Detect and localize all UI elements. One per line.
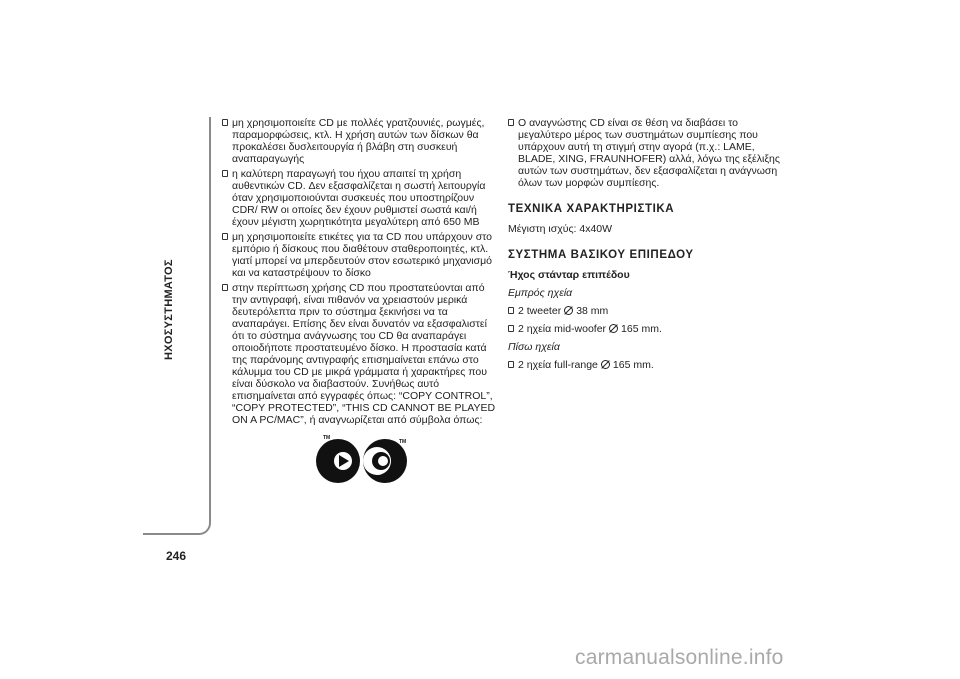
copy-protection-logo-left-icon: [316, 439, 360, 483]
bullet-item: [508, 117, 788, 189]
trademark-right: TM: [399, 439, 407, 445]
checkbox-bullet-icon: [222, 233, 228, 240]
checkbox-bullet-icon: [222, 119, 228, 126]
bullet-text: μη χρησιμοποιείτε ετικέτες για τα CD που υπάρχουν στο εμπόριο ή δίσκους που διαθέτουν σταθεροποιητές, κτλ. γιατί μπορεί να μπερδευτούν στον εσωτερικό μηχανισμό και να καταστρέψουν το δίσκο: [232, 231, 493, 279]
max-power-text: Μέγιστη ισχύς: 4x40W: [508, 223, 613, 235]
checkbox-bullet-icon: [508, 119, 514, 126]
diameter-icon: [609, 324, 618, 333]
left-column: [222, 117, 497, 429]
spec-label: 2 tweeter: [518, 305, 562, 317]
spec-row-midwoofer: [508, 323, 788, 335]
section-heading-system: ΣΥΣΤΗΜΑ ΒΑΣΙΚΟΥ ΕΠΙΠΕΔΟΥ: [508, 249, 694, 261]
checkbox-bullet-icon: [508, 307, 514, 314]
spec-row-tweeter: [508, 305, 788, 317]
spec-value: 165 mm.: [612, 359, 654, 371]
side-chapter-title: ΗΧΟΣΥΣΤΗΜΑΤΟΣ: [163, 259, 175, 361]
front-speakers-label: Εμπρός ηχεία: [508, 287, 573, 299]
bullet-item: [222, 117, 497, 165]
checkbox-bullet-icon: [222, 170, 228, 177]
sound-subheading: Ήχος στάνταρ επιπέδου: [508, 269, 630, 281]
spec-label: 2 ηχεία full-range: [518, 359, 598, 371]
section-heading-specs: ΤΕΧΝΙΚΑ ΧΑΡΑΚΤΗΡΙΣΤΙΚΑ: [508, 203, 675, 215]
spec-label: 2 ηχεία mid-woofer: [518, 323, 607, 335]
checkbox-bullet-icon: [508, 361, 514, 368]
bullet-text: η καλύτερη παραγωγή του ήχου απαιτεί τη χρήση αυθεντικών CD. Δεν εξασφαλίζεται η σωστή λειτουργία όταν χρησιμοποιούνται συσκευές που υποστηρίζουν CDR/ RW οι οποίες δεν έχουν ρυθμιστεί σωστά και/ή έχουν μέγιστη χωρητικότητα μεγαλύτερη από 650 MB: [232, 168, 486, 228]
bullet-item: [222, 282, 497, 426]
trademark-left: TM: [323, 435, 331, 441]
bullet-text: μη χρησιμοποιείτε CD με πολλές γρατζουνιές, ρωγμές, παραμορφώσεις, κτλ. Η χρήση αυτών των δίσκων θα προκαλέσει δυσλειτουργία ή βλάβη στη συσκευή αναπαραγωγής: [232, 117, 485, 165]
diameter-icon: [601, 360, 610, 369]
diameter-icon: [564, 306, 573, 315]
watermark-link[interactable]: carmanualsonline.info: [575, 646, 784, 669]
spec-value: 38 mm: [576, 305, 609, 317]
checkbox-bullet-icon: [222, 284, 228, 291]
bullet-text: Ο αναγνώστης CD είναι σε θέση να διαβάσει το μεγαλύτερο μέρος των συστημάτων συμπίεσης που υπάρχουν αυτή τη στιγμή στην αγορά (π.χ.: LAME, BLADE, XING, FRAUNHOFER) αλλά, λόγω της εξέλιξης αυτών των συστημάτων, δεν εξασφαλίζεται η ανάγνωση όλων των μορφών συμπίεσης.: [518, 117, 780, 189]
page-number: 246: [166, 549, 187, 563]
right-column: [508, 117, 788, 377]
copy-protection-logos: [313, 433, 413, 485]
bullet-item: [222, 231, 497, 279]
rear-speakers-label: Πίσω ηχεία: [508, 341, 560, 353]
bullet-text: στην περίπτωση χρήσης CD που προστατεύονται από την αντιγραφή, είναι πιθανόν να χρειαστούν μερικά δευτερόλεπτα πριν το σύστημα ξεκινήσει να τα αναπαράγει. Επίσης δεν είναι δυνατόν να εξασφαλιστεί ότι το σύστημα ανάγνωσης του CD θα αναπαράγει οποιοδήποτε προστατευμένο δίσκο. Η προστασία κατά της παράνομης αντιγραφής επισημαίνεται επάνω στο κάλυμμα του CD με μικρά γράμματα ή χαρακτήρες που είναι δύσκολο να διαβαστούν. Συνήθως αυτό επισημαίνεται από εγγραφές όπως: “COPY CONTROL”, “COPY PROTECTED”, “THIS CD CANNOT BE PLAYED ON A PC/MAC”, ή αναγνωρίζεται από σύμβολα όπως:: [232, 282, 496, 426]
spec-row-fullrange: [508, 359, 788, 371]
copy-protection-logo-right-icon: [363, 439, 407, 483]
spec-value: 165 mm.: [621, 323, 662, 335]
bullet-item: [222, 168, 497, 228]
checkbox-bullet-icon: [508, 325, 514, 332]
